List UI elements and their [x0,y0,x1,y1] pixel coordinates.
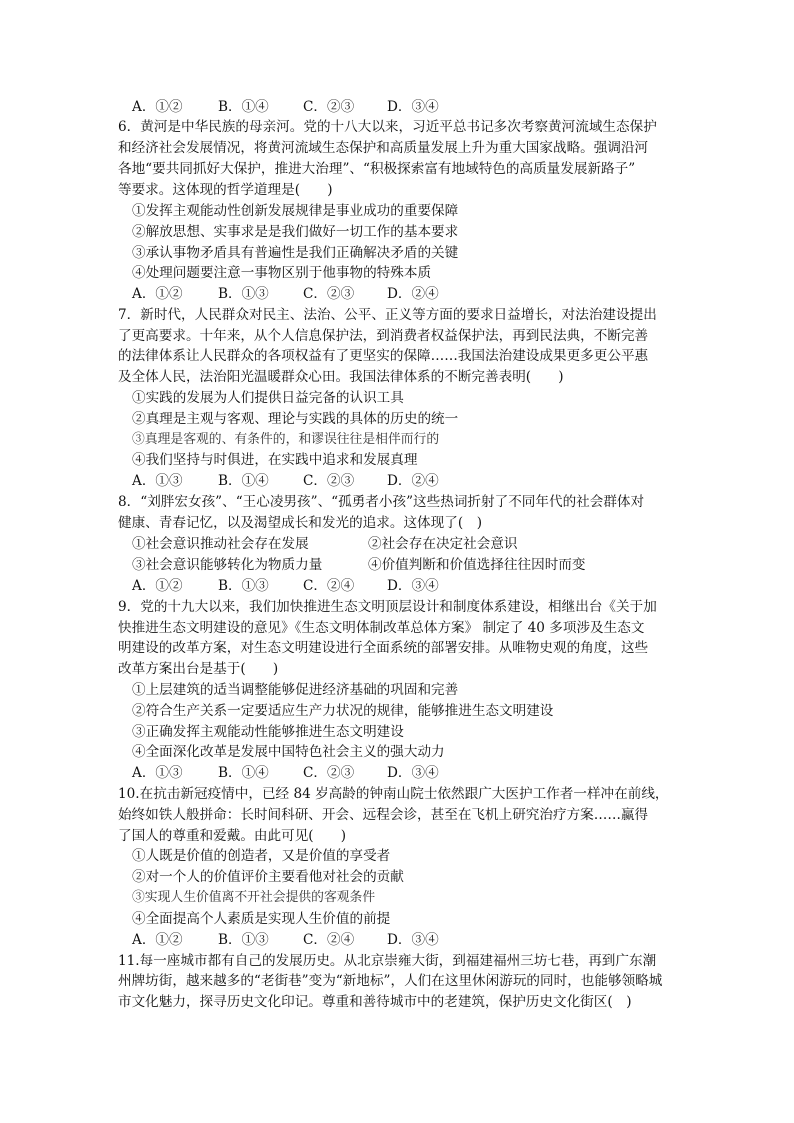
q8-items-row-1 [132,535,518,553]
q9-stem-line: 9．党的十九大以来，我们加快推进生态文明顶层设计和制度体系建设，相继出台《关于加 [118,599,657,615]
q5-option-a[interactable]: A．①② [132,99,183,115]
q6-option-a[interactable]: A．①② [132,286,183,302]
q8-option-b[interactable]: B．①③ [218,578,269,594]
q10-stem-line: 10.在抗击新冠疫情中，已经 84 岁高龄的钟南山院士依然跟广大医护工作者一样冲在前线， [118,786,669,802]
q7-options [132,472,439,490]
q7-option-c[interactable]: C．②③ [303,473,355,489]
q9-stem-line: 改革方案出台是基于( ) [118,661,279,677]
q8-option-d[interactable]: D．③④ [387,578,439,594]
q7-stem-line: 了更高要求。十年来，从个人信息保护法，到消费者权益保护法，再到民法典，不断完善 [118,328,649,344]
q8-option-a[interactable]: A．①② [132,578,183,594]
q9-item-1: ①上层建筑的适当调整能够促进经济基础的巩固和完善 [132,682,459,698]
q9-option-d[interactable]: D．③④ [387,765,439,781]
q7-item-2: ②真理是主观与客观、理论与实践的具体的历史的统一 [132,411,459,427]
q10-stem-line: 始终如铁人般拼命：长时间科研、开会、远程会诊，甚至在飞机上研究治疗方案……赢得 [118,807,649,823]
q7-stem-line: 的法律体系让人民群众的各项权益有了更坚实的保障……我国法治建设成果更多更公平惠 [118,348,649,364]
q9-option-b[interactable]: B．①④ [218,765,269,781]
q11-stem-line: 州牌坊街，越来越多的“老街巷”变为“新地标”，人们在这里休闲游玩的同时，也能够领略城 [118,973,663,989]
q5-option-d[interactable]: D．③④ [387,99,439,115]
q7-option-d[interactable]: D．②④ [387,473,439,489]
q6-option-d[interactable]: D．②④ [387,286,439,302]
q9-option-c[interactable]: C．②③ [303,765,355,781]
q5-options [132,98,439,116]
q7-option-a[interactable]: A．①③ [132,473,183,489]
q6-option-c[interactable]: C．②③ [303,286,355,302]
q11-stem-line: 11.每一座城市都有自己的发展历史。从北京崇雍大街，到福建福州三坊七巷，再到广东潮 [118,953,657,969]
q7-stem-line: 及全体人民，法治阳光温暖群众心田。我国法律体系的不断完善表明( ) [118,369,564,385]
q6-stem-line: 和经济社会发展情况，将黄河流域生态保护和高质量发展上升为重大国家战略。强调沿河 [118,140,649,156]
q9-option-a[interactable]: A．①③ [132,765,183,781]
q8-item-1: ①社会意识推动社会存在发展 [132,536,309,552]
q7-item-3: ③真理是客观的、有条件的，和谬误往往是相伴而行的 [132,432,440,447]
q6-item-1: ①发挥主观能动性创新发展规律是事业成功的重要保障 [132,203,459,219]
q9-item-3: ③正确发挥主观能动性能够推进生态文明建设 [132,724,404,740]
q10-option-d[interactable]: D．③④ [387,932,439,948]
q10-item-2: ②对一个人的价值评价主要看他对社会的贡献 [132,869,404,885]
q8-options [132,577,439,595]
q8-item-3: ③社会意识能够转化为物质力量 [132,557,323,573]
q9-stem-line: 快推进生态文明建设的意见》《生态文明体制改革总体方案》 制定了 40 多项涉及生态文 [118,620,645,636]
q7-option-b[interactable]: B．①④ [218,473,269,489]
q9-stem-line: 明建设的改革方案，对生态文明建设进行全面系统的部署安排。从唯物史观的角度，这些 [118,640,649,656]
q8-item-4: ④价值判断和价值选择往往因时而变 [368,557,586,573]
q11-stem-line: 市文化魅力，探寻历史文化印记。尊重和善待城市中的老建筑，保护历史文化街区( ) [118,994,632,1010]
q8-items-row-2 [132,556,586,574]
q7-item-1: ①实践的发展为人们提供日益完备的认识工具 [132,390,404,406]
q6-item-3: ③承认事物矛盾具有普遍性是我们正确解决矛盾的关键 [132,245,459,261]
q10-item-3: ③实现人生价值离不开社会提供的客观条件 [132,890,376,905]
q5-option-c[interactable]: C．②③ [303,99,355,115]
q9-item-4: ④全面深化改革是发展中国特色社会主义的强大动力 [132,744,445,760]
q10-option-a[interactable]: A．①② [132,932,183,948]
q8-option-c[interactable]: C．②④ [303,578,355,594]
q7-stem-line: 7．新时代，人民群众对民主、法治、公平、正义等方面的要求日益增长，对法治建设提出 [118,307,657,323]
q5-option-b[interactable]: B．①④ [218,99,269,115]
q6-stem-line: 6．黄河是中华民族的母亲河。党的十八大以来，习近平总书记多次考察黄河流域生态保护 [118,119,657,135]
q9-item-2: ②符合生产关系一定要适应生产力状况的规律，能够推进生态文明建设 [132,703,554,719]
q6-stem-line: 等要求。这体现的哲学道理是( ) [118,182,333,198]
q6-options [132,285,439,303]
q10-options [132,931,439,949]
q6-stem-line: 各地“要共同抓好大保护，推进大治理”、“积极探索富有地域特色的高质量发展新路子” [118,161,636,177]
q10-stem-line: 了国人的尊重和爱戴。由此可见( ) [118,828,347,844]
q8-stem-line: 健康、青春记忆，以及渴望成长和发光的追求。这体现了( ) [118,515,483,531]
q10-option-c[interactable]: C．②④ [303,932,355,948]
q7-item-4: ④我们坚持与时俱进，在实践中追求和发展真理 [132,452,418,468]
q8-item-2: ②社会存在决定社会意识 [368,536,518,552]
q6-option-b[interactable]: B．①③ [218,286,269,302]
q10-item-4: ④全面提高个人素质是实现人生价值的前提 [132,911,391,927]
q10-option-b[interactable]: B．①③ [218,932,269,948]
q6-item-2: ②解放思想、实事求是是我们做好一切工作的基本要求 [132,224,459,240]
q6-item-4: ④处理问题要注意一事物区别于他事物的特殊本质 [132,265,432,281]
q8-stem-line: 8．“刘胖宏女孩”、“王心凌男孩”、“孤勇者小孩”这些热词折射了不同年代的社会群体对 [118,494,645,510]
q9-options [132,764,439,782]
q10-item-1: ①人既是价值的创造者，又是价值的享受者 [132,848,391,864]
